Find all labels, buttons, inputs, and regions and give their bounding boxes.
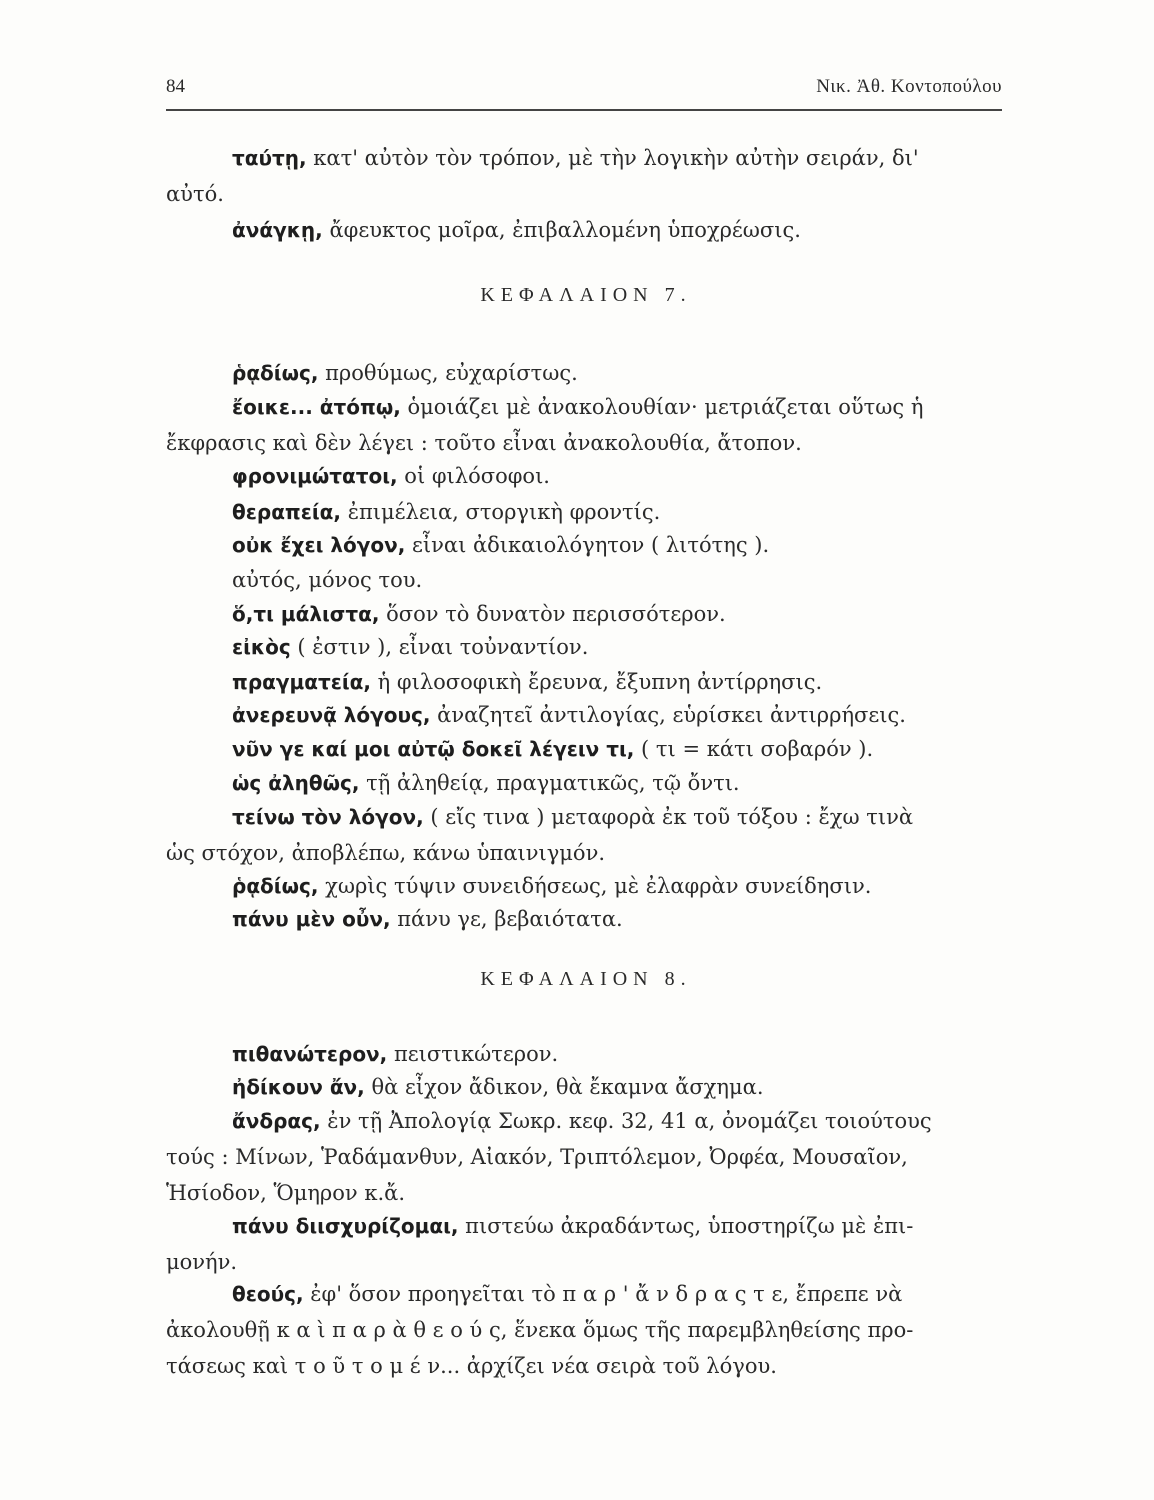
- entry-gloss: ἡ φιλοσοφικὴ ἔρευνα, ἔξυπνη ἀντίρρησις.: [370, 670, 823, 694]
- entry-lemma: ταύτῃ,: [232, 146, 307, 170]
- entry-gloss: ὅσον τὸ δυνατὸν περισσότερον.: [379, 602, 726, 626]
- glossary-entry: [166, 389, 1006, 461]
- glossary-entry: [166, 664, 1006, 700]
- entry-gloss: ἄφευκτος μοῖρα, ἐπιβαλλομένη ὑποχρέωσις.: [322, 218, 801, 242]
- glossary-entry: [166, 1103, 1006, 1211]
- entry-continuation: τάσεως καὶ τ ο ῦ τ ο μ έ ν... ἀρχίζει νέα σειρὰ τοῦ λόγου.: [166, 1354, 777, 1378]
- entry-gloss: ( εἴς τινα ) μεταφορὰ ἐκ τοῦ τόξου : ἔχω τινὰ: [423, 805, 914, 829]
- entry-gloss: κατ' αὐτὸν τὸν τρόπον, μὲ τὴν λογικὴν αὐτὴν σειράν, δι': [306, 146, 919, 170]
- glossary-entry: [166, 562, 1006, 598]
- entry-gloss: πάνυ γε, βεβαιότατα.: [390, 907, 623, 931]
- glossary-entry: [166, 868, 1006, 904]
- entry-lemma: θεούς,: [232, 1282, 304, 1306]
- page-number: 84: [166, 76, 185, 97]
- entry-lemma: ἄνδρας,: [232, 1109, 321, 1133]
- entry-continuation: αὐτό.: [166, 182, 224, 206]
- running-head: Νικ. Ἀθ. Κοντοπούλου: [816, 76, 1002, 97]
- glossary-entry: [166, 799, 1006, 871]
- entry-gloss: τῇ ἀληθείᾳ, πραγματικῶς, τῷ ὄντι.: [359, 771, 740, 795]
- entry-lemma: πάνυ διισχυρίζομαι,: [232, 1214, 459, 1238]
- entry-gloss: ἀναζητεῖ ἀντιλογίας, εὑρίσκει ἀντιρρήσεις.: [430, 703, 906, 727]
- glossary-entry: [166, 355, 1006, 391]
- entry-lemma: οὐκ ἔχει λόγον,: [232, 533, 406, 557]
- glossary-entry: [166, 1208, 1006, 1280]
- entry-gloss: ἐπιμέλεια, στοργικὴ φροντίς.: [341, 500, 661, 524]
- glossary-entry: [166, 1276, 1006, 1384]
- entry-gloss: ἐφ' ὅσον προηγεῖται τὸ π α ρ ' ἄ ν δ ρ α ς τ ε, ἔπρεπε νὰ: [303, 1282, 903, 1306]
- glossary-entry: [166, 140, 1006, 212]
- entry-gloss: οἱ φιλόσοφοι.: [397, 464, 550, 488]
- glossary-entry: [166, 629, 1006, 665]
- glossary-entry: [166, 596, 1006, 632]
- entry-gloss: θὰ εἶχον ἄδικον, θὰ ἔκαμνα ἄσχημα.: [364, 1075, 764, 1099]
- entry-continuation: τούς : Μίνων, Ῥαδάμανθυν, Αἰακόν, Τριπτόλεμον, Ὀρφέα, Μουσαῖον,: [166, 1145, 908, 1169]
- entry-lemma: ἠδίκουν ἄν,: [232, 1075, 365, 1099]
- glossary-entry: [166, 901, 1006, 937]
- chapter-heading-7: ΚΕΦΑΛΑΙΟΝ 7.: [480, 284, 692, 306]
- entry-lemma: ὡς ἀληθῶς,: [232, 771, 360, 795]
- entry-lemma: νῦν γε καί μοι αὐτῷ δοκεῖ λέγειν τι,: [232, 737, 635, 761]
- glossary-entry: [166, 1069, 1006, 1105]
- entry-continuation: ἔκφρασις καὶ δὲν λέγει : τοῦτο εἶναι ἀνακολουθία, ἄτοπον.: [166, 431, 802, 455]
- entry-gloss: προθύμως, εὐχαρίστως.: [318, 361, 578, 385]
- glossary-entry: [166, 458, 1006, 494]
- entry-gloss: ἐν τῇ Ἀπολογίᾳ Σωκρ. κεφ. 32, 41 α, ὀνομάζει τοιούτους: [320, 1109, 932, 1133]
- entry-gloss: ( ἐστιν ), εἶναι τοὐναντίον.: [290, 635, 589, 659]
- page-header: [166, 76, 1002, 104]
- entry-continuation: ὡς στόχον, ἀποβλέπω, κάνω ὑπαινιγμόν.: [166, 841, 606, 865]
- entry-continuation: ἀκολουθῇ κ α ὶ π α ρ ὰ θ ε ο ύ ς, ἕνεκα ὅμως τῆς παρεμβληθείσης προ-: [166, 1318, 914, 1342]
- chapter-heading-8: ΚΕΦΑΛΑΙΟΝ 8.: [480, 968, 692, 990]
- entry-lemma: ῥᾳδίως,: [232, 361, 319, 385]
- glossary-entry: [166, 212, 1006, 248]
- entry-gloss: εἶναι ἀδικαιολόγητον ( λιτότης ).: [405, 533, 770, 557]
- entry-lemma: τείνω τὸν λόγον,: [232, 805, 424, 829]
- header-rule: [166, 109, 1002, 111]
- entry-gloss: πιστεύω ἀκραδάντως, ὑποστηρίζω μὲ ἐπι-: [458, 1214, 914, 1238]
- entry-gloss: ( τι = κάτι σοβαρόν ).: [634, 737, 874, 761]
- glossary-entry: [166, 494, 1006, 530]
- entry-lemma: φρονιμώτατοι,: [232, 464, 398, 488]
- entry-gloss: αὐτός, μόνος του.: [232, 568, 423, 592]
- entry-lemma: πάνυ μὲν οὖν,: [232, 907, 391, 931]
- entry-lemma: ὅ,τι μάλιστα,: [232, 602, 380, 626]
- entry-continuation: Ἡσίοδον, Ὅμηρον κ.ἄ.: [166, 1181, 406, 1205]
- glossary-entry: [166, 765, 1006, 801]
- entry-lemma: εἰκὸς: [232, 635, 291, 659]
- entry-lemma: πραγματεία,: [232, 670, 371, 694]
- entry-gloss: χωρὶς τύψιν συνειδήσεως, μὲ ἐλαφρὰν συνείδησιν.: [318, 874, 872, 898]
- entry-gloss: πειστικώτερον.: [387, 1042, 559, 1066]
- entry-lemma: ἔοικε... ἀτόπῳ,: [232, 395, 401, 419]
- glossary-entry: [166, 697, 1006, 733]
- glossary-entry: [166, 731, 1006, 767]
- entry-gloss: ὁμοιάζει μὲ ἀνακολουθίαν· μετριάζεται οὕτως ἡ: [400, 395, 924, 419]
- glossary-entry: [166, 527, 1006, 563]
- entry-lemma: ἀνερευνᾷ λόγους,: [232, 703, 431, 727]
- entry-lemma: ἀνάγκῃ,: [232, 218, 323, 242]
- entry-lemma: πιθανώτερον,: [232, 1042, 388, 1066]
- entry-lemma: ῥᾳδίως,: [232, 874, 319, 898]
- glossary-entry: [166, 1036, 1006, 1072]
- entry-lemma: θεραπεία,: [232, 500, 342, 524]
- entry-continuation: μονήν.: [166, 1250, 238, 1274]
